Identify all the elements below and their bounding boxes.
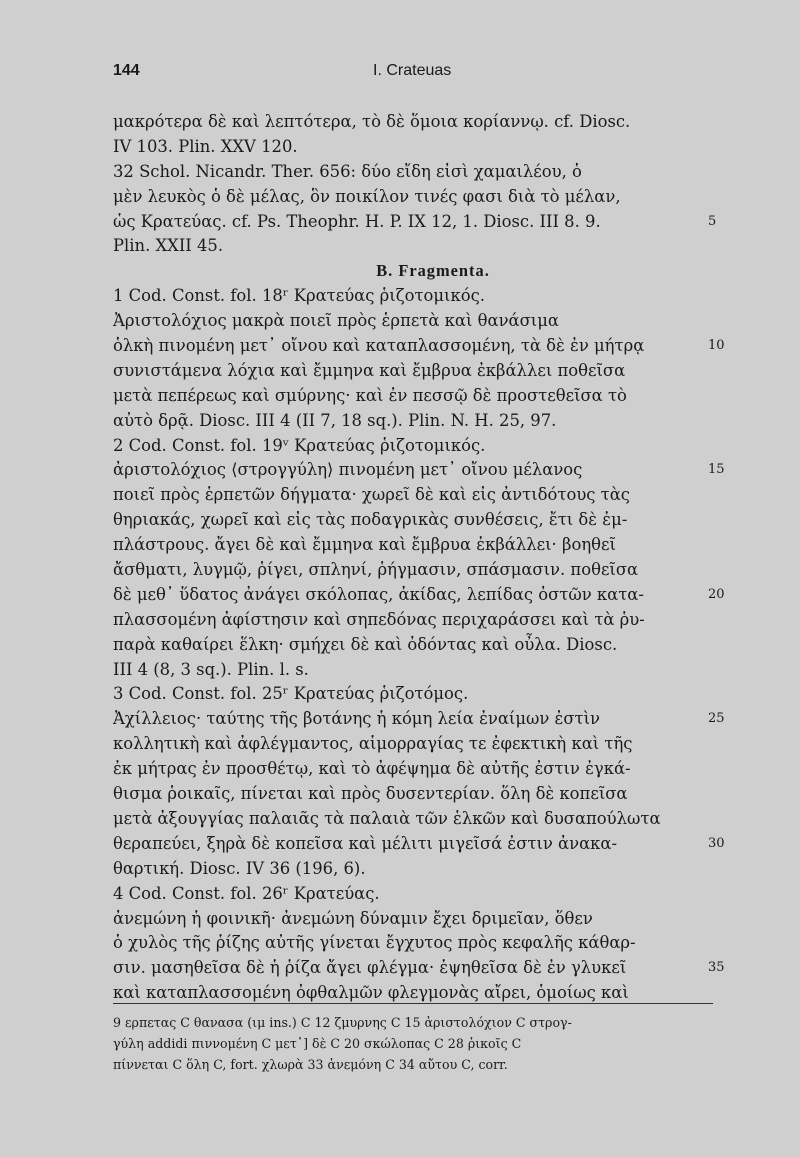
line-text: IV 103. Plin. XXV 120. <box>113 136 298 156</box>
line-text: ἐκ μήτρας ἐν προσθέτῳ, καὶ τὸ ἀφέψημα δὲ αὐτῆς ἐστιν ἐγκά- <box>113 759 631 779</box>
line-text: μετὰ πεπέρεως καὶ σμύρνης· καὶ ἐν πεσσῷ δὲ προστεθεῖσα τὸ <box>113 385 627 405</box>
line-text: μετὰ ἀξουγγίας παλαιᾶς τὰ παλαιὰ τῶν ἑλκῶν καὶ δυσαπούλωτα <box>113 808 661 828</box>
line-number: 10 <box>708 338 725 354</box>
text-line <box>113 807 713 832</box>
text-line <box>113 384 713 409</box>
text-line <box>113 110 713 135</box>
text-line <box>113 931 713 956</box>
line-text: μακρότερα δὲ καὶ λεπτότερα, τὸ δὲ ὅμοια κορίαννῳ. cf. Diosc. <box>113 112 631 131</box>
line-text: συνιστάμενα λόχια καὶ ἔμμηνα καὶ ἔμβρυα ἐκβάλλει ποθεῖσα <box>113 360 626 380</box>
line-text: ὁ χυλὸς τῆς ῥίζης αὐτῆς γίνεται ἔγχυτος πρὸς κεφαλῆς κάθαρ- <box>113 933 636 953</box>
text-line <box>113 458 725 483</box>
text-line <box>113 633 713 658</box>
line-text: ποιεῖ πρὸς ἑρπετῶν δήγματα· χωρεῖ δὲ καὶ εἰς ἀντιδότους τὰς <box>113 485 630 505</box>
text-line <box>113 210 717 235</box>
text-line <box>113 832 725 857</box>
line-text: Plin. XXII 45. <box>113 236 224 256</box>
text-line <box>113 508 713 533</box>
text-line <box>113 707 725 732</box>
footnote-divider <box>113 1003 713 1004</box>
line-text: Ἀχίλλειος· ταύτης τῆς βοτάνης ἡ κόμη λεία ἐναίμων ἐστὶν <box>113 709 600 729</box>
line-text: ὡς Κρατεύας. cf. Ps. Theophr. H. P. IX 12, 1. Diosc. III 8. 9. <box>113 211 601 231</box>
line-text: παρὰ καθαίρει ἕλκη· σμήχει δὲ καὶ ὀδόντας καὶ οὖλα. Diosc. <box>113 634 618 654</box>
line-text: αὐτὸ δρᾷ. Diosc. III 4 (II 7, 18 sq.). Plin. N. H. 25, 97. <box>113 410 557 430</box>
line-text: Ἀριστολόχιος μακρὰ ποιεῖ πρὸς ἑρπετὰ καὶ θανάσιμα <box>113 311 559 331</box>
line-text: ἀνεμώνη ἡ φοινικῆ· ἀνεμώνη δύναμιν ἔχει δριμεῖαν, ὅθεν <box>113 908 593 928</box>
text-line <box>113 434 713 459</box>
footnote-line: γύλη addidi πιννομένη C μετ᾽] δὲ C 20 σκώλοπας C 28 ῥικοῖς C <box>113 1036 522 1051</box>
running-title: I. Crateuas <box>373 62 452 79</box>
line-text: πλασσομένη ἀφίστησιν καὶ σηπεδόνας περιχαράσσει καὶ τὰ ῥυ- <box>113 609 645 629</box>
line-text: θαρτική. Diosc. IV 36 (196, 6). <box>113 858 366 878</box>
line-text: 3 Cod. Const. fol. 25ʳ Κρατεύας ῥιζοτόμος. <box>113 684 469 704</box>
line-text: ἀριστολόχιος ⟨στρογγύλη⟩ πινομένη μετ᾽ οἴνου μέλανος <box>113 460 583 480</box>
text-line <box>113 583 725 608</box>
line-text: B. Fragmenta. <box>376 261 490 281</box>
line-text: πλάστρους. ἄγει δὲ καὶ ἔμμηνα καὶ ἔμβρυα ἐκβάλλει· βοηθεῖ <box>113 535 616 555</box>
text-line <box>113 882 713 907</box>
text-line <box>113 907 713 932</box>
page-header <box>113 62 713 88</box>
line-text: δὲ μεθ᾽ ὕδατος ἀνάγει σκόλοπας, ἀκίδας, λεπίδας ὀστῶν κατα- <box>113 584 644 604</box>
line-text: 32 Schol. Nicandr. Ther. 656: δύο εἴδη εἰσὶ χαμαιλέου, ὁ <box>113 161 582 181</box>
line-number: 35 <box>708 960 725 976</box>
text-line <box>113 135 713 160</box>
line-text: μὲν λευκὸς ὁ δὲ μέλας, ὃν ποικίλον τινές φασι διὰ τὸ μέλαν, <box>113 186 621 206</box>
line-text: καὶ καταπλασσομένη ὀφθαλμῶν φλεγμονὰς αἴρει, ὁμοίως καὶ <box>113 983 629 1003</box>
line-text: θηριακάς, χωρεῖ καὶ εἰς τὰς ποδαγρικὰς συνθέσεις, ἔτι δὲ ἐμ- <box>113 510 628 530</box>
line-number: 25 <box>708 711 725 727</box>
text-line <box>113 309 713 334</box>
line-text: σιν. μασηθεῖσα δὲ ἡ ῥίζα ἄγει φλέγμα· ἑψηθεῖσα δὲ ἐν γλυκεῖ <box>113 958 627 978</box>
page-number: 144 <box>113 62 140 79</box>
text-line <box>113 732 713 757</box>
line-number: 30 <box>708 835 725 851</box>
line-number: 15 <box>708 462 725 478</box>
text-line <box>113 757 713 782</box>
line-text: κολλητικὴ καὶ ἀφλέγμαντος, αἱμορραγίας τε ἐφεκτικὴ καὶ τῆς <box>113 734 633 754</box>
footnotes <box>113 1012 713 1075</box>
section-heading <box>113 259 713 284</box>
text-line <box>113 409 713 434</box>
line-text: 2 Cod. Const. fol. 19ᵛ Κρατεύας ῥιζοτομικός. <box>113 435 486 455</box>
text-line <box>113 857 713 882</box>
line-number: 5 <box>708 213 717 229</box>
text-line <box>113 533 713 558</box>
text-line <box>113 234 713 259</box>
line-text: θεραπεύει, ξηρὰ δὲ κοπεῖσα καὶ μέλιτι μιγεῖσά ἐστιν ἀνακα- <box>113 833 618 853</box>
main-text <box>113 110 725 1006</box>
footnote-line: πίννεται C ὅλη C, fort. χλωρὰ 33 ἀνεμόνη C 34 αὔτου C, corr. <box>113 1057 508 1072</box>
text-line <box>113 956 725 981</box>
text-line <box>113 359 713 384</box>
line-text: 4 Cod. Const. fol. 26ʳ Κρατεύας. <box>113 883 380 903</box>
text-line <box>113 185 713 210</box>
text-line <box>113 558 713 583</box>
footnote-line: 9 ερπετας C θανασα (ιμ ins.) C 12 ζμυρνης C 15 ἀριστολόχιον C στρογ- <box>113 1015 572 1030</box>
text-line <box>113 284 713 309</box>
text-line <box>113 483 713 508</box>
line-number: 20 <box>708 586 725 602</box>
text-line <box>113 334 725 359</box>
text-line <box>113 782 713 807</box>
line-text: 1 Cod. Const. fol. 18ʳ Κρατεύας ῥιζοτομικός. <box>113 286 485 306</box>
line-text: III 4 (8, 3 sq.). Plin. l. s. <box>113 659 309 679</box>
text-line <box>113 658 713 683</box>
line-text: θισμα ῥοικαῖς, πίνεται καὶ πρὸς δυσεντερίαν. ὅλη δὲ κοπεῖσα <box>113 784 628 804</box>
text-line <box>113 160 713 185</box>
text-line <box>113 682 713 707</box>
line-text: ὁλκὴ πινομένη μετ᾽ οἴνου καὶ καταπλασσομένη, τὰ δὲ ἐν μήτρᾳ <box>113 336 645 356</box>
text-line <box>113 608 713 633</box>
line-text: ἄσθματι, λυγμῷ, ῥίγει, σπληνί, ῥήγμασιν, σπάσμασιν. ποθεῖσα <box>113 560 639 580</box>
